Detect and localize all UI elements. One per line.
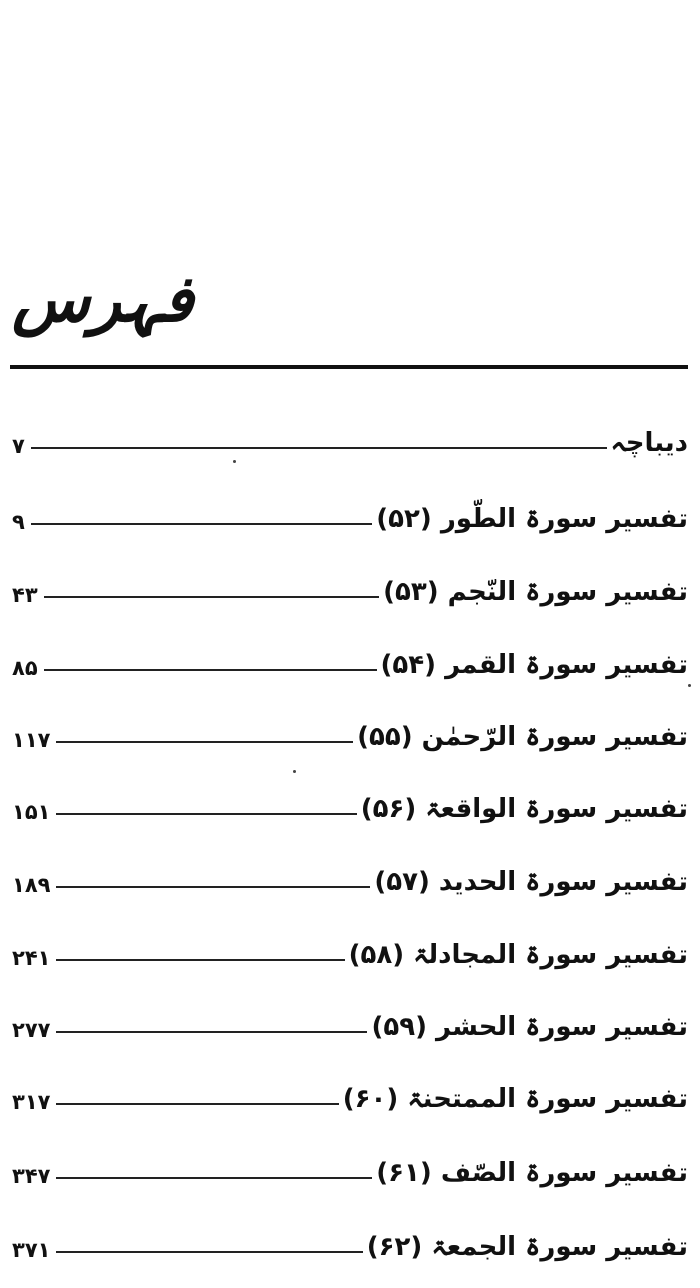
print-speck <box>293 770 296 773</box>
toc-leader-line <box>44 596 379 598</box>
toc-entry <box>12 926 688 970</box>
toc-entry <box>12 1218 688 1262</box>
toc-leader-line <box>56 813 356 815</box>
toc-page-number: ۸۵ <box>12 656 38 680</box>
toc-leader-line <box>56 1177 372 1179</box>
toc-page-number: ۳۷۱ <box>12 1238 51 1262</box>
toc-leader-line <box>56 1031 367 1033</box>
toc-page-number: ۲۴۱ <box>12 946 51 970</box>
toc-entry <box>12 636 688 680</box>
toc-leader-line <box>31 523 372 525</box>
toc-title: تفسیر سورۃ الصّف (۶۱) <box>376 1158 688 1188</box>
toc-page-number: ۱۱۷ <box>12 728 51 752</box>
toc-entry <box>12 563 688 607</box>
toc-title: تفسیر سورۃ القمر (۵۴) <box>380 650 688 680</box>
toc-leader-line <box>56 741 353 743</box>
toc-entry <box>12 414 688 458</box>
toc-page-number: ۹ <box>12 510 25 534</box>
toc-page-number: ۷ <box>12 434 25 458</box>
toc-entry <box>12 1144 688 1188</box>
toc-leader-line <box>56 886 370 888</box>
toc-title: تفسیر سورۃ الحدید (۵۷) <box>374 867 688 897</box>
toc-page-number: ۱۸۹ <box>12 873 51 897</box>
toc-leader-line <box>56 1103 338 1105</box>
toc-leader-line <box>31 447 607 449</box>
index-heading: فہرس <box>12 262 194 337</box>
toc-page-number: ۱۵۱ <box>12 800 51 824</box>
toc-entry <box>12 490 688 534</box>
toc-entry <box>12 998 688 1042</box>
toc-title: تفسیر سورۃ الجمعۃ (۶۲) <box>366 1232 688 1262</box>
toc-leader-line <box>56 959 344 961</box>
toc-title: تفسیر سورۃ الطّور (۵۲) <box>376 504 688 534</box>
toc-title: تفسیر سورۃ النّجم (۵۳) <box>383 577 688 607</box>
toc-title: تفسیر سورۃ المجادلۃ (۵۸) <box>348 940 688 970</box>
toc-title: تفسیر سورۃ الحشر (۵۹) <box>371 1012 688 1042</box>
toc-page-number: ۴۳ <box>12 583 38 607</box>
toc-page-number: ۲۷۷ <box>12 1018 51 1042</box>
toc-leader-line <box>44 669 377 671</box>
toc-title: تفسیر سورۃ الرّحمٰن (۵۵) <box>357 722 688 752</box>
toc-title: تفسیر سورۃ الواقعۃ (۵۶) <box>360 794 688 824</box>
toc-entry <box>12 780 688 824</box>
print-speck <box>233 460 236 463</box>
toc-title: دیباچہ <box>610 428 688 458</box>
toc-title: تفسیر سورۃ الممتحنۃ (۶۰) <box>342 1084 688 1114</box>
print-speck <box>688 684 691 687</box>
toc-leader-line <box>56 1251 362 1253</box>
toc-page-number: ۳۱۷ <box>12 1090 51 1114</box>
toc-page-number: ۳۴۷ <box>12 1164 51 1188</box>
heading-rule <box>10 365 688 369</box>
toc-entry <box>12 708 688 752</box>
toc-entry <box>12 853 688 897</box>
toc-entry <box>12 1070 688 1114</box>
